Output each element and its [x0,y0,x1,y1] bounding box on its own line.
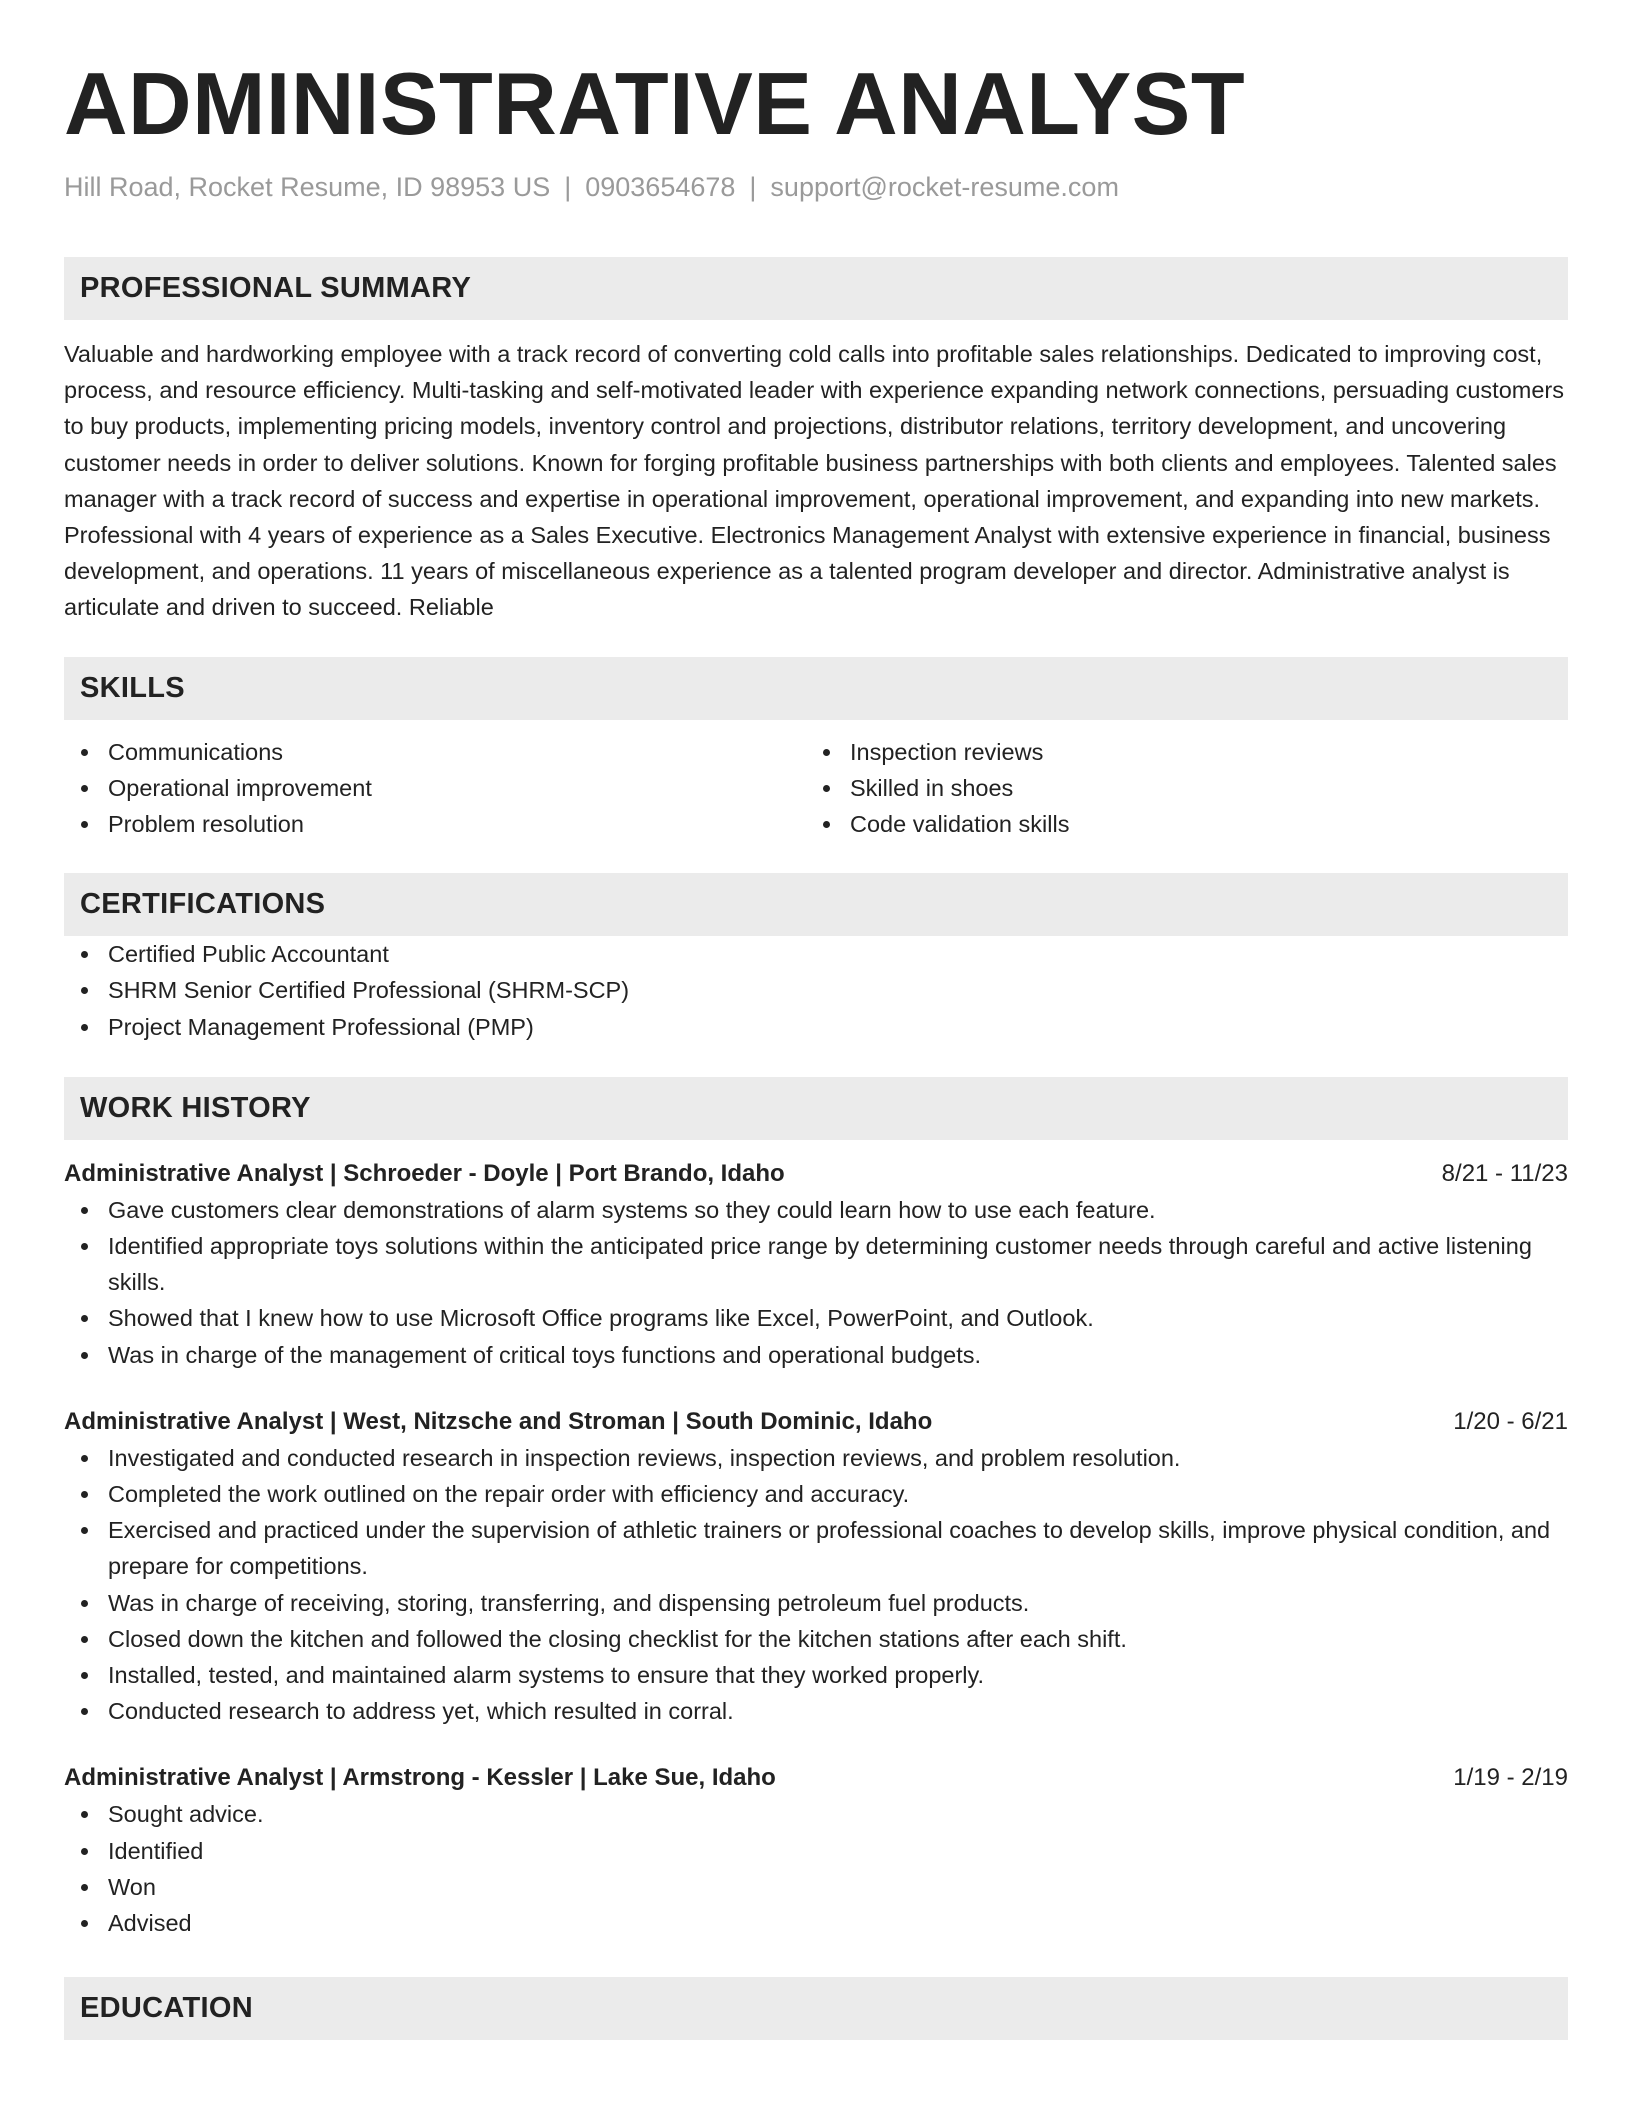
job-bullet: Advised [64,1905,1568,1941]
job-bullet: Sought advice. [64,1796,1568,1832]
job-bullets [64,1440,1568,1730]
job-bullet: Investigated and conducted research in inspection reviews, inspection reviews, and problem resolution. [64,1440,1568,1476]
job-bullet: Was in charge of the management of critical toys functions and operational budgets. [64,1337,1568,1373]
skills-column-left [64,734,806,843]
skill-item: Skilled in shoes [806,770,1548,806]
job-header [64,1404,1568,1440]
skill-item: Problem resolution [64,806,806,842]
resume-page [64,0,1568,2040]
contact-separator: | [749,172,757,202]
summary-text: Valuable and hardworking employee with a track record of converting cold calls into profitable sales relationships. Dedicated to improving cost, process, and resource efficiency. Multi-tasking and self-motivated leader with experience expanding network connections, persuading customers to buy products, implementing pricing models, inventory control and projections, distributor relations, territory development, and uncovering customer needs in order to deliver solutions. Known for forging profitable business partnerships with both clients and employees. Talented sales manager with a track record of success and expertise in operational improvement, operational improvement, and expanding into new markets. Professional with 4 years of experience as a Sales Executive. Electronics Management Analyst with extensive experience in financial, business development, and operations. 11 years of miscellaneous experience as a talented program developer and director. Administrative analyst is articulate and driven to succeed. Reliable [64,341,1565,621]
job-title: Administrative Analyst | West, Nitzsche and Stroman | South Dominic, Idaho [64,1407,933,1435]
job-bullets [64,1192,1568,1373]
contact-address: Hill Road, Rocket Resume, ID 98953 US [64,172,551,202]
job-header [64,1760,1568,1796]
contact-separator: | [564,172,572,202]
job-bullet: Closed down the kitchen and followed the closing checklist for the kitchen stations after each shift. [64,1621,1568,1657]
skills-list [64,734,1568,843]
skill-item: Code validation skills [806,806,1548,842]
job-bullet: Was in charge of receiving, storing, transferring, and dispensing petroleum fuel products. [64,1585,1568,1621]
job-bullet: Exercised and practiced under the supervision of athletic trainers or professional coaches to develop skills, improve physical condition, and prepare for competitions. [64,1512,1568,1584]
job-bullet: Won [64,1869,1568,1905]
job-entry [64,1156,1568,1373]
skill-item: Communications [64,734,806,770]
job-bullet: Identified appropriate toys solutions within the anticipated price range by determining customer needs through careful and active listening skills. [64,1228,1568,1300]
job-bullet: Conducted research to address yet, which resulted in corral. [64,1693,1568,1729]
job-entry [64,1404,1568,1730]
job-bullet: Showed that I knew how to use Microsoft Office programs like Excel, PowerPoint, and Outlook. [64,1300,1568,1336]
job-bullet: Completed the work outlined on the repair order with efficiency and accuracy. [64,1476,1568,1512]
job-bullet: Installed, tested, and maintained alarm systems to ensure that they worked properly. [64,1657,1568,1693]
job-title: Administrative Analyst | Schroeder - Doyle | Port Brando, Idaho [64,1159,785,1187]
skills-heading: SKILLS [64,657,1568,720]
contact-line [64,170,1568,204]
certification-item: Project Management Professional (PMP) [64,1009,1568,1045]
skills-column-right [806,734,1548,843]
job-dates: 1/20 - 6/21 [1453,1407,1568,1435]
job-dates: 1/19 - 2/19 [1453,1764,1568,1792]
job-dates: 8/21 - 11/23 [1441,1159,1568,1187]
work-history-heading: WORK HISTORY [64,1077,1568,1140]
certifications-list [64,936,1568,1045]
skill-item: Inspection reviews [806,734,1548,770]
job-bullet: Gave customers clear demonstrations of alarm systems so they could learn how to use each feature. [64,1192,1568,1228]
job-bullet: Identified [64,1833,1568,1869]
skill-item: Operational improvement [64,770,806,806]
contact-email[interactable]: support@rocket-resume.com [770,172,1119,202]
certification-item: Certified Public Accountant [64,936,1568,972]
job-bullets [64,1796,1568,1941]
job-entry [64,1760,1568,1941]
certification-item: SHRM Senior Certified Professional (SHRM-SCP) [64,972,1568,1008]
education-heading: EDUCATION [64,1977,1568,2040]
job-header [64,1156,1568,1192]
summary-heading: PROFESSIONAL SUMMARY [64,257,1568,320]
job-title: Administrative Analyst | Armstrong - Kessler | Lake Sue, Idaho [64,1764,776,1792]
contact-phone: 0903654678 [585,172,736,202]
certifications-heading: CERTIFICATIONS [64,873,1568,936]
resume-name: ADMINISTRATIVE ANALYST [64,54,1246,153]
